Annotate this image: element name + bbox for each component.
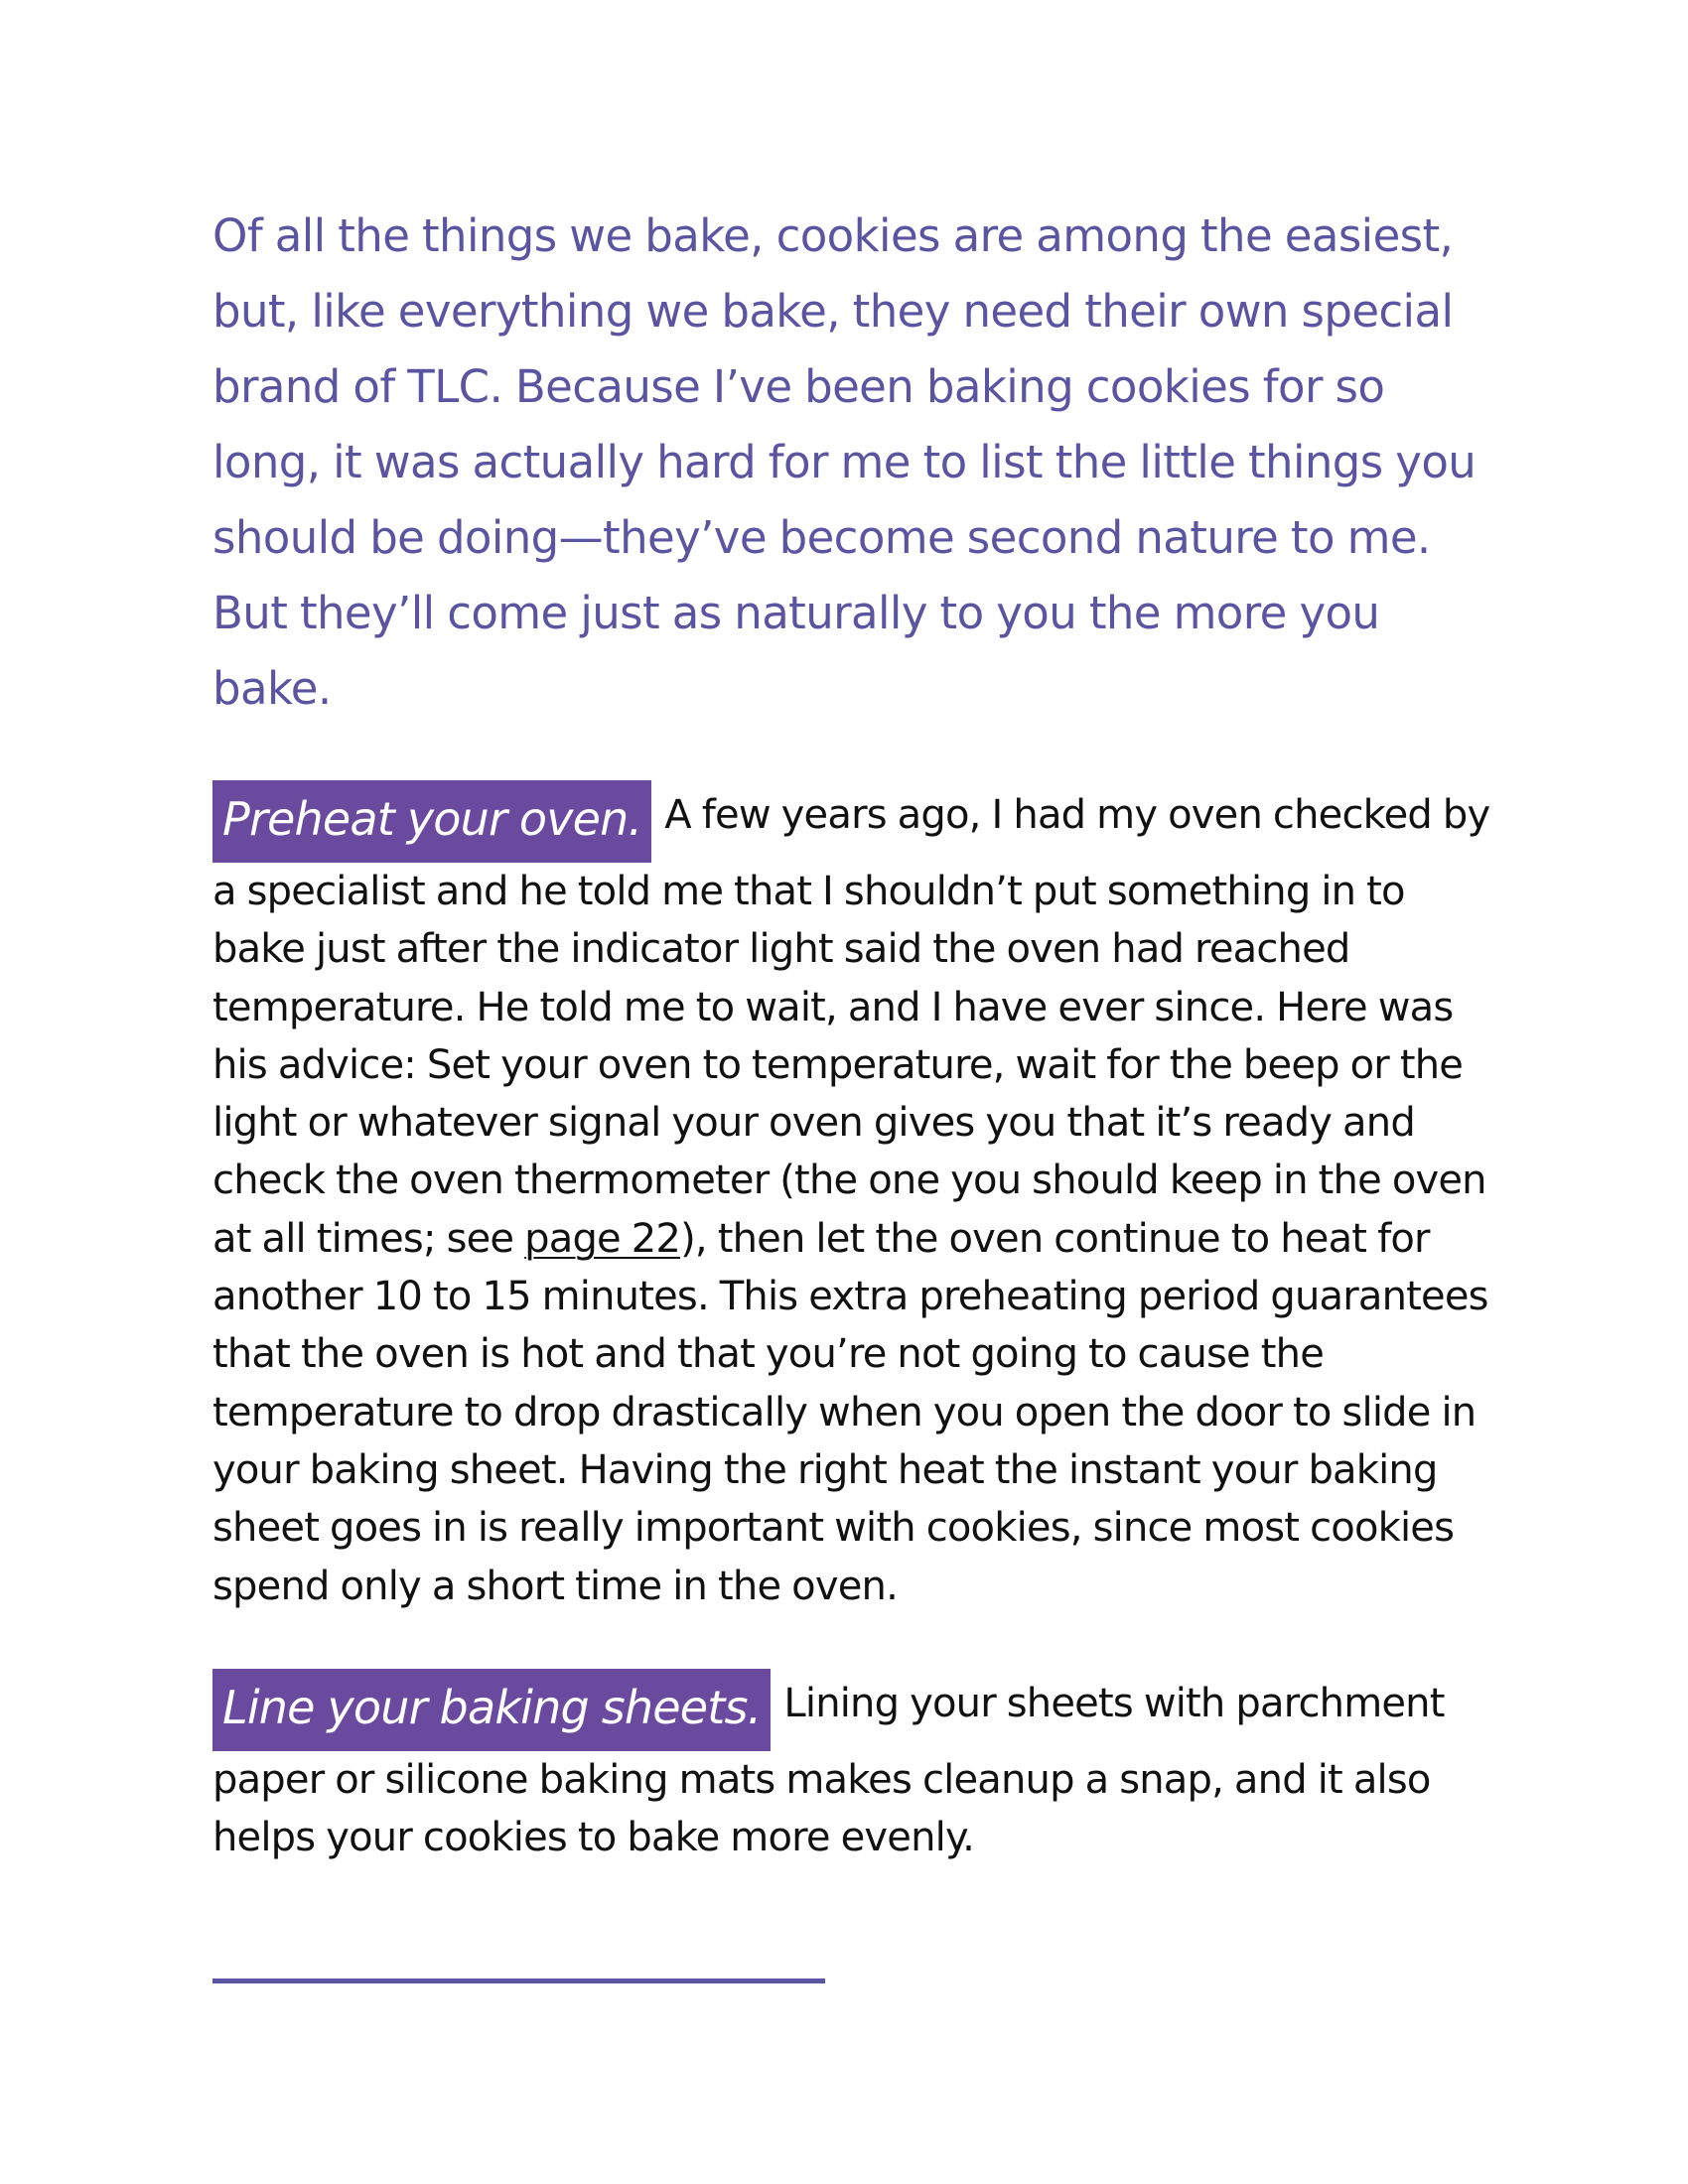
tip-text-line-baking-sheets: Lining your sheets with parchment paper or silicone baking mats makes cleanup a snap, and it also helps your cookies to bake more evenly.	[212, 1680, 1445, 1861]
tip-line-baking-sheets	[212, 1669, 1493, 1867]
tip-label-line-baking-sheets: Line your baking sheets.	[212, 1669, 771, 1751]
footnote-divider	[212, 1979, 825, 1983]
page-content	[212, 199, 1493, 1866]
tip-label-preheat-oven: Preheat your oven.	[212, 780, 651, 863]
tip-text-preheat-before-link: A few years ago, I had my oven checked by a specialist and he told me that I shouldn’t put something in to bake just after the indicator light said the oven had reached temperature. He told me to wait, and I have ever since. Here was his advice: Set your oven to temperature, wait for the beep or the light or whatever signal your oven gives you that it’s ready and check the oven thermometer (the one you should keep in the oven at all times; see	[212, 792, 1490, 1262]
tip-preheat-oven	[212, 780, 1493, 1615]
page-22-link[interactable]: page 22	[524, 1215, 681, 1262]
tip-text-preheat-after-link: ), then let the oven continue to heat for another 10 to 15 minutes. This extra preheating period guarantees that the oven is hot and that you’re not going to cause the temperature to drop drastically when you open the door to slide in your baking sheet. Having the right heat the instant your baking sheet goes in is really important with cookies, since most cookies spend only a short time in the oven.	[212, 1215, 1488, 1609]
intro-paragraph: Of all the things we bake, cookies are among the easiest, but, like everything we bake, they need their own special brand of TLC. Because I’ve been baking cookies for so long, it was actually hard for me to list the little things you should be doing—they’ve become second nature to me. But they’ll come just as naturally to you the more you bake.	[212, 209, 1477, 715]
